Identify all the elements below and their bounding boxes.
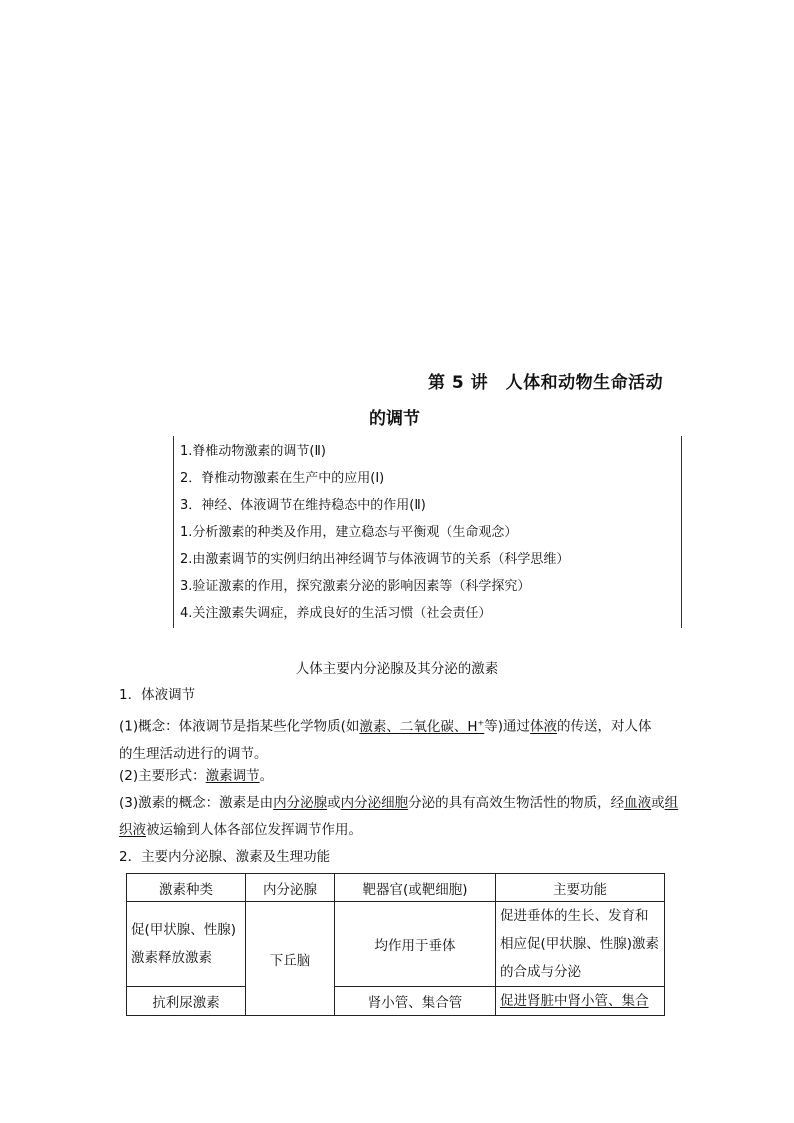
paragraph-concept: (1)概念：体液调节是指某些化学物质(如激素、二氧化碳、H+等)通过体液的传送，对人体 的生理活动进行的调节。 <box>119 718 652 762</box>
table-cell: 促(甲状腺、性腺)激素释放激素 <box>127 902 246 987</box>
underline-answer: 体液 <box>530 718 558 735</box>
objective-item: 2．脊椎动物激素在生产中的应用(Ⅰ) <box>180 471 385 486</box>
table-cell: 下丘脑 <box>246 902 335 1016</box>
objective-item: 1.脊椎动物激素的调节(Ⅱ) <box>180 444 326 459</box>
paragraph-hormone-concept: (3)激素的概念：激素是由内分泌腺或内分泌细胞分泌的具有高效生物活性的物质，经血液或组织液被运输到人体各部位发挥调节作用。 <box>119 795 679 838</box>
table-cell: 促进垂体的生长、发育和相应促(甲状腺、性腺)激素的合成与分泌 <box>496 902 665 987</box>
paragraph-main-form: (2)主要形式：激素调节。 <box>119 768 274 784</box>
objective-item: 1.分析激素的种类及作用，建立稳态与平衡观（生命观念） <box>180 525 518 540</box>
lesson-title-line1: 第 5 讲 人体和动物生命活动 <box>428 373 664 393</box>
table-row <box>127 902 665 987</box>
table-row <box>127 987 665 1016</box>
underline-answer: 血液 <box>624 795 652 811</box>
heading-body-fluid-regulation: 1．体液调节 <box>119 687 196 703</box>
underline-answer: 内分泌细胞 <box>340 795 409 811</box>
underline-answer: 促进肾脏中肾小管、集合 <box>500 993 649 1009</box>
objective-item: 4.关注激素失调症，养成良好的生活习惯（社会责任） <box>180 606 492 621</box>
objective-item: 2.由激素调节的实例归纳出神经调节与体液调节的关系（科学思维） <box>180 552 570 567</box>
underline-answer: 激素调节 <box>205 768 260 784</box>
table-header: 内分泌腺 <box>246 874 335 902</box>
lesson-title-line2: 的调节 <box>369 409 420 429</box>
table-header: 靶器官(或靶细胞) <box>335 874 496 902</box>
underline-answer: 组织液 <box>119 795 679 838</box>
heading-main-glands: 2．主要内分泌腺、激素及生理功能 <box>119 849 331 865</box>
table-cell: 肾小管、集合管 <box>335 987 496 1016</box>
objective-item: 3.验证激素的作用，探究激素分泌的影响因素等（科学探究） <box>180 579 531 594</box>
underline-answer: 内分泌腺 <box>273 795 328 811</box>
hormone-table <box>126 873 665 1016</box>
table-header-row <box>127 874 665 902</box>
objective-item: 3．神经、体液调节在维持稳态中的作用(Ⅱ) <box>180 498 426 513</box>
underline-answer: 激素、二氧化碳、H+ <box>359 718 485 735</box>
section-title: 人体主要内分泌腺及其分泌的激素 <box>295 661 499 677</box>
table-cell: 均作用于垂体 <box>335 902 496 987</box>
table-cell <box>496 987 665 1016</box>
table-header: 主要功能 <box>496 874 665 902</box>
table-cell: 抗利尿激素 <box>127 987 246 1016</box>
table-header: 激素种类 <box>127 874 246 902</box>
objectives-box <box>173 436 682 628</box>
